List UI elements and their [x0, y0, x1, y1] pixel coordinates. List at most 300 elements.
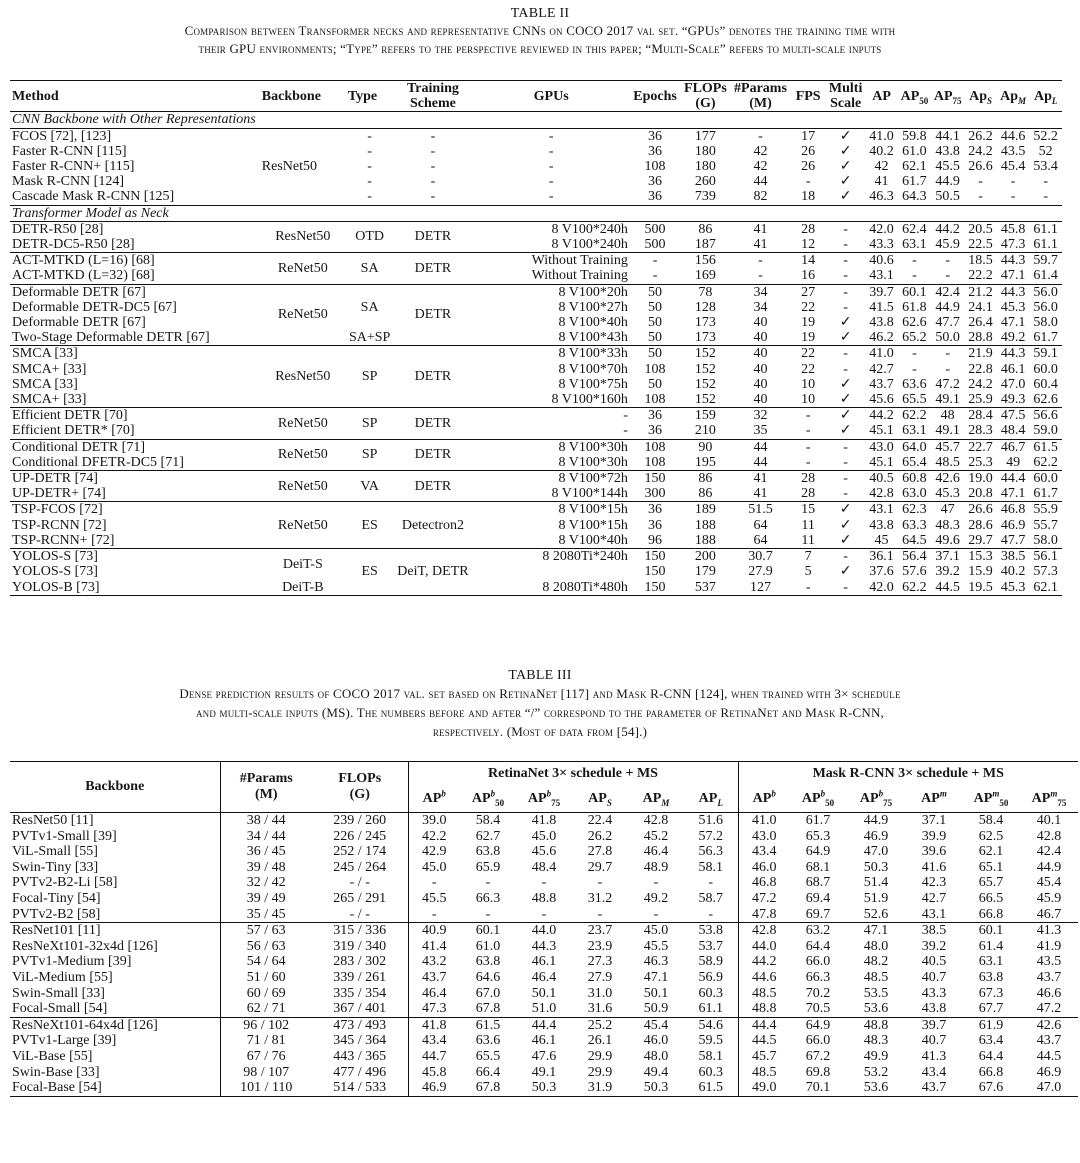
fps-cell: -: [805, 423, 811, 439]
epochs-cell: 96: [648, 532, 663, 548]
apm-cell: 49.3: [1000, 392, 1026, 408]
table-row: [10, 439, 1062, 455]
method-cell: Cascade Mask R-CNN [125]: [12, 189, 175, 205]
m-apm75-cell: 42.8: [1036, 828, 1062, 844]
apm-cell: 40.2: [1000, 564, 1026, 580]
params-cell: 32: [753, 408, 768, 424]
apl-cell: -: [1043, 189, 1048, 205]
col-epochs: Epochs: [630, 81, 680, 112]
method-cell: SMCA [33]: [12, 346, 78, 362]
params-cell: 57 / 63: [246, 923, 286, 939]
params-cell: 34 / 44: [246, 828, 286, 844]
ap-cell: 43.1: [869, 502, 894, 518]
aps-cell: -: [978, 174, 983, 190]
m-apm75-cell: 44.5: [1036, 1048, 1062, 1064]
t3-col-r-apm: $AP_M$: [642, 791, 670, 808]
backbone-cell: ReNet50: [277, 415, 328, 431]
type-cell: -: [367, 143, 372, 159]
ap75-cell: 48.3: [935, 517, 960, 533]
m-apm50-cell: 66.8: [978, 1064, 1004, 1080]
apm-cell: 45.3: [1000, 299, 1026, 315]
m-apb75-cell: 53.5: [863, 985, 889, 1001]
r-apl-cell: 58.1: [684, 860, 738, 876]
m-apm-cell: 43.7: [921, 1080, 947, 1096]
epochs-cell: 108: [644, 392, 666, 408]
flops-cell: 283 / 302: [312, 954, 408, 970]
method-cell: Efficient DETR [70]: [12, 408, 128, 424]
t3-col-retinanet: RetinaNet 3× schedule + MS: [408, 762, 738, 787]
epochs-cell: 300: [644, 486, 666, 502]
epochs-cell: 36: [648, 517, 663, 533]
ap75-cell: 47.7: [935, 315, 960, 331]
backbone-cell: ReNet50: [277, 307, 328, 323]
m-apm50-cell: 66.8: [978, 906, 1004, 922]
apm-cell: 44.3: [1000, 284, 1026, 300]
t3-col-r-apb50: $AP^b_{50}$: [471, 788, 505, 808]
table-row: [10, 392, 1062, 408]
table3-caption-line3: respectively. (Most of data from [54].): [432, 724, 648, 739]
ap50-cell: 61.0: [902, 143, 927, 159]
m-apm75-cell: 44.9: [1036, 859, 1062, 875]
epochs-cell: 36: [648, 174, 663, 190]
fps-cell: 11: [801, 532, 815, 548]
m-apm75-cell: 47.0: [1036, 1080, 1062, 1096]
gpus-cell: -: [548, 143, 554, 159]
m-apb50-cell: 69.7: [805, 906, 831, 922]
ap-cell: 43.1: [869, 268, 894, 284]
r-apb75-cell: -: [541, 906, 547, 922]
apm-cell: 43.5: [1000, 143, 1026, 159]
r-apb75-cell: 44.3: [531, 938, 557, 954]
r-apm-cell: 50.1: [643, 985, 669, 1001]
ap50-cell: -: [912, 346, 917, 362]
m-apm50-cell: 65.7: [978, 875, 1004, 891]
type-cell: OTD: [355, 229, 385, 245]
flops-cell: 345 / 364: [312, 1033, 408, 1049]
backbone-cell: ReNet50: [277, 478, 328, 494]
m-apb75-cell: 49.9: [863, 1048, 889, 1064]
r-apb50-cell: 61.5: [475, 1017, 501, 1033]
m-apb-cell: 44.6: [752, 969, 777, 985]
m-apb-cell: 47.2: [752, 890, 777, 906]
ap50-cell: -: [912, 268, 917, 284]
m-apm50-cell: 67.3: [978, 985, 1004, 1001]
r-apb75-cell: 50.3: [531, 1080, 557, 1096]
params-cell: 30.7: [748, 549, 773, 565]
ap50-cell: 62.6: [902, 315, 927, 331]
m-apm50-cell: 61.9: [978, 1017, 1004, 1033]
m-apb75-cell: 48.2: [863, 954, 889, 970]
r-apb-cell: 45.0: [422, 859, 447, 875]
r-apb75-cell: 45.0: [531, 828, 557, 844]
type-cell: VA: [360, 478, 379, 494]
flops-cell: 210: [694, 423, 716, 439]
r-apb-cell: 43.7: [422, 969, 447, 985]
r-apb75-cell: 50.1: [531, 985, 557, 1001]
col-type: Type: [346, 81, 394, 112]
params-cell: 39 / 49: [246, 890, 286, 906]
m-apm50-cell: 63.4: [978, 1033, 1004, 1049]
multiscale-cell: ✓: [839, 517, 852, 533]
apm-cell: 46.7: [1000, 439, 1026, 455]
gpus-cell: -: [623, 423, 628, 439]
ap75-cell: 49.1: [935, 423, 960, 439]
m-apm50-cell: 62.1: [978, 844, 1004, 860]
ap50-cell: 63.1: [902, 423, 927, 439]
gpus-cell: 8 V100*70h: [558, 361, 628, 377]
table-row: [10, 486, 1062, 502]
ap75-cell: 44.2: [935, 221, 960, 237]
epochs-cell: 50: [648, 346, 663, 362]
t3-col-r-apb: $AP^b$: [422, 788, 446, 806]
flops-cell: 195: [694, 454, 716, 470]
apm-cell: 46.1: [1000, 361, 1026, 377]
t3-col-params-1: #Params: [239, 771, 293, 787]
params-cell: 36 / 45: [246, 844, 286, 860]
gpus-cell: -: [548, 159, 554, 175]
aps-cell: 28.6: [968, 517, 993, 533]
m-apm-cell: 37.1: [921, 813, 947, 828]
ap-cell: 45.6: [869, 392, 894, 408]
scheme-cell: DETR: [414, 415, 452, 431]
r-apb-cell: 42.9: [422, 844, 447, 860]
r-apb50-cell: 60.1: [475, 923, 501, 939]
fps-cell: 14: [801, 253, 816, 269]
r-aps-cell: 26.1: [587, 1033, 613, 1049]
gpus-cell: 8 V100*40h: [558, 532, 628, 548]
aps-cell: 19.0: [968, 471, 993, 487]
method-cell: Mask R-CNN [124]: [12, 174, 124, 190]
col-apl: $Ap_L$: [1029, 81, 1062, 112]
flops-cell: 86: [698, 486, 713, 502]
table-row: [10, 221, 1062, 237]
method-cell: Conditional DFETR-DC5 [71]: [12, 454, 184, 470]
r-aps-cell: 31.9: [587, 1080, 613, 1096]
ap75-cell: -: [945, 346, 950, 362]
gpus-cell: 8 V100*15h: [558, 502, 628, 518]
r-apb-cell: 45.8: [422, 1064, 447, 1080]
method-cell: SMCA [33]: [12, 376, 78, 392]
type-cell: SA: [360, 260, 379, 276]
params-cell: 51 / 60: [246, 969, 286, 985]
method-cell: YOLOS-S [73]: [12, 549, 98, 565]
r-apl-cell: 61.1: [684, 1001, 738, 1017]
flops-cell: 159: [694, 408, 716, 424]
flops-cell: 226 / 245: [312, 829, 408, 845]
aps-cell: 26.6: [968, 159, 993, 175]
r-apb-cell: 42.2: [422, 828, 447, 844]
apm-cell: 47.0: [1000, 376, 1026, 392]
apl-cell: -: [1043, 174, 1048, 190]
gpus-cell: 8 2080Ti*480h: [542, 579, 628, 595]
backbone-cell: ReNet50: [277, 517, 328, 533]
ap75-cell: 45.3: [935, 486, 960, 502]
gpus-cell: 8 V100*20h: [558, 284, 628, 300]
m-apb-cell: 42.8: [752, 923, 777, 939]
params-cell: 98 / 107: [243, 1064, 290, 1080]
multiscale-cell: -: [843, 471, 848, 487]
ap50-cell: 63.0: [902, 486, 927, 502]
ap75-cell: 44.5: [935, 579, 960, 595]
apm-cell: 45.8: [1000, 221, 1026, 237]
params-cell: 40: [753, 361, 768, 377]
type-cell: -: [367, 174, 372, 190]
flops-cell: 367 / 401: [312, 1001, 408, 1017]
r-apm-cell: 49.2: [643, 890, 669, 906]
m-apb50-cell: 61.7: [805, 813, 831, 828]
col-multi-1: Multi: [828, 81, 863, 96]
r-apl-cell: 56.9: [684, 970, 738, 986]
m-apb50-cell: 66.0: [805, 954, 831, 970]
apl-cell: 61.1: [1033, 237, 1058, 253]
aps-cell: 20.8: [968, 486, 993, 502]
r-apb50-cell: 63.8: [475, 844, 501, 860]
m-apb50-cell: 66.0: [805, 1033, 831, 1049]
fps-cell: -: [805, 408, 811, 424]
r-aps-cell: 31.0: [587, 985, 613, 1001]
method-cell: YOLOS-B [73]: [12, 579, 100, 595]
ap-cell: 46.2: [869, 330, 894, 346]
table-row: [10, 268, 1062, 284]
r-apm-cell: -: [653, 875, 659, 891]
m-apm75-cell: 46.6: [1036, 985, 1062, 1001]
table-row: [10, 455, 1062, 471]
gpus-cell: Without Training: [531, 268, 628, 284]
fps-cell: -: [805, 439, 811, 455]
r-apm-cell: 50.9: [643, 1001, 669, 1017]
backbone-cell: DeiT-B: [282, 579, 324, 595]
apl-cell: 62.6: [1033, 392, 1058, 408]
backbone-cell: PVTv1-Large [39]: [10, 1033, 220, 1049]
m-apb50-cell: 69.8: [805, 1064, 831, 1080]
table-row: [10, 533, 1062, 549]
multiscale-cell: -: [843, 221, 848, 237]
gpus-cell: 8 V100*43h: [558, 330, 628, 346]
m-apb75-cell: 52.6: [863, 906, 889, 922]
multiscale-cell: -: [843, 454, 848, 470]
table3-caption-line2: and multi-scale inputs (MS). The numbers before and after “/” correspond to the parameter of RetinaNet and Mask R-CNN,: [195, 705, 884, 720]
backbone-cell: PVTv1-Small [39]: [10, 829, 220, 845]
m-apb50-cell: 67.2: [805, 1048, 831, 1064]
backbone-cell: ResNeXt101-32x4d [126]: [10, 939, 220, 955]
table-row: [10, 829, 1078, 845]
params-cell: 44: [753, 174, 768, 190]
r-apb75-cell: 51.0: [531, 1001, 557, 1017]
params-cell: 34: [753, 299, 768, 315]
params-cell: 64: [753, 532, 768, 548]
epochs-cell: 50: [648, 315, 663, 331]
col-training-2: Scheme: [393, 96, 472, 112]
scheme-cell: DeiT, DETR: [397, 564, 469, 580]
r-apb75-cell: -: [541, 875, 547, 891]
flops-cell: 265 / 291: [312, 891, 408, 907]
m-apb50-cell: 70.1: [805, 1080, 831, 1096]
m-apm-cell: 39.6: [921, 844, 947, 860]
ap75-cell: 43.8: [935, 143, 960, 159]
apl-cell: 62.1: [1033, 579, 1058, 595]
r-apb75-cell: 46.1: [531, 954, 557, 970]
table-row: [10, 144, 1062, 159]
gpus-cell: -: [623, 408, 628, 424]
params-cell: 42: [753, 143, 768, 159]
ap75-cell: 44.9: [935, 299, 960, 315]
m-apb75-cell: 51.9: [863, 890, 889, 906]
apl-cell: 59.7: [1033, 253, 1058, 269]
m-apb75-cell: 44.9: [863, 813, 889, 828]
flops-cell: - / -: [312, 875, 408, 891]
flops-cell: 128: [694, 299, 716, 315]
r-aps-cell: 23.9: [587, 938, 613, 954]
r-apm-cell: 50.3: [643, 1080, 669, 1096]
aps-cell: 25.3: [968, 454, 993, 470]
col-fps: FPS: [790, 81, 826, 112]
ap75-cell: 44.9: [935, 174, 960, 190]
table-row: [10, 564, 1062, 579]
flops-cell: 86: [698, 471, 713, 487]
params-cell: -: [758, 128, 763, 144]
m-apb50-cell: 68.1: [805, 859, 831, 875]
r-apm-cell: 45.4: [643, 1017, 669, 1033]
ap-cell: 43.7: [869, 376, 894, 392]
multiscale-cell: -: [843, 346, 848, 362]
table-row: [10, 377, 1062, 392]
gpus-cell: -: [548, 189, 554, 205]
scheme-cell: DETR: [414, 307, 452, 323]
t3-col-m-apb50: $AP^b_{50}$: [801, 788, 835, 808]
m-apm50-cell: 60.1: [978, 923, 1004, 939]
t3-col-r-apl: $AP_L$: [684, 786, 738, 813]
aps-cell: 22.8: [968, 361, 993, 377]
type-cell: SP: [361, 447, 378, 463]
ap-cell: 42.8: [869, 486, 894, 502]
t3-col-m-apb75: $AP^b_{75}$: [859, 788, 893, 808]
gpus-cell: 8 V100*15h: [558, 517, 628, 533]
ap50-cell: 57.6: [902, 564, 927, 580]
m-apb-cell: 47.8: [752, 906, 777, 922]
fps-cell: 5: [804, 564, 812, 580]
ap75-cell: -: [945, 361, 950, 377]
epochs-cell: 50: [648, 376, 663, 392]
table-row: [10, 939, 1078, 955]
flops-cell: 443 / 365: [312, 1049, 408, 1065]
flops-cell: 179: [694, 564, 716, 580]
m-apm50-cell: 58.4: [978, 813, 1004, 828]
flops-cell: 156: [694, 253, 716, 269]
ap-cell: 43.3: [869, 237, 894, 253]
r-apb-cell: 43.4: [422, 1033, 447, 1049]
table2-label: TABLE II: [510, 6, 570, 21]
params-cell: 32 / 42: [246, 875, 286, 891]
fps-cell: 26: [801, 143, 816, 159]
aps-cell: 28.8: [968, 330, 993, 346]
backbone-cell: DeiT-S: [282, 556, 323, 572]
table-row: [10, 408, 1062, 424]
r-apb75-cell: 47.6: [531, 1048, 557, 1064]
fps-cell: 10: [801, 376, 816, 392]
scheme-cell: DETR: [414, 478, 452, 494]
ap-cell: 43.8: [869, 315, 894, 331]
table-row: [10, 986, 1078, 1002]
table-row: [10, 159, 1062, 174]
scheme-cell: DETR: [414, 447, 452, 463]
epochs-cell: 108: [644, 454, 666, 470]
apm-cell: 46.8: [1000, 502, 1026, 518]
m-apb-cell: 44.4: [752, 1017, 777, 1033]
apl-cell: 61.7: [1033, 330, 1058, 346]
apm-cell: 47.5: [1000, 408, 1026, 424]
r-apb-cell: 46.9: [422, 1080, 447, 1096]
t3-col-params: [220, 762, 312, 813]
r-aps-cell: 31.6: [587, 1001, 613, 1017]
apm-cell: 38.5: [1000, 549, 1026, 565]
r-apb50-cell: -: [485, 906, 491, 922]
apl-cell: 59.0: [1033, 423, 1058, 439]
epochs-cell: 150: [644, 564, 666, 580]
table3-caption-line1: Dense prediction results of COCO 2017 val. set based on RetinaNet [117] and Mask R-CNN [124], when trained with 3× schedule: [179, 686, 901, 701]
multiscale-cell: ✓: [839, 376, 852, 392]
aps-cell: 29.7: [968, 532, 993, 548]
t3-col-m-apb: $AP^b$: [752, 788, 776, 807]
ap50-cell: 62.1: [902, 159, 927, 175]
method-cell: ACT-MTKD (L=16) [68]: [12, 253, 155, 269]
multiscale-cell: -: [843, 299, 848, 315]
aps-cell: 15.9: [968, 564, 993, 580]
ap50-cell: 59.8: [902, 128, 927, 144]
ap75-cell: 42.4: [935, 284, 960, 300]
r-apb50-cell: 63.8: [475, 954, 501, 970]
table-row: [10, 315, 1062, 330]
section-row-cnn: [10, 112, 1062, 128]
r-apm-cell: 45.2: [643, 828, 669, 844]
ap-cell: 42.0: [869, 221, 894, 237]
m-apm75-cell: 42.6: [1036, 1017, 1062, 1033]
t3-col-flops-2: (G): [349, 787, 370, 802]
m-apm-cell: 42.7: [921, 890, 947, 906]
table-row: [10, 284, 1062, 300]
ap75-cell: 45.7: [935, 439, 960, 455]
params-cell: 82: [753, 189, 768, 205]
epochs-cell: 500: [644, 237, 666, 253]
ap50-cell: 64.3: [902, 189, 927, 205]
m-apb50-cell: 69.4: [805, 890, 831, 906]
t3-col-flops-1: FLOPs: [338, 771, 382, 787]
scheme-cell: -: [430, 143, 436, 159]
m-apb75-cell: 53.2: [863, 1064, 889, 1080]
ap50-cell: 64.0: [902, 439, 927, 455]
aps-cell: 26.4: [968, 315, 993, 331]
t3-col-m-apm50: $AP^m_{50}$: [973, 788, 1009, 808]
ap-cell: 44.2: [869, 408, 894, 424]
method-cell: Conditional DETR [71]: [12, 439, 145, 455]
table-row: [10, 330, 1062, 346]
ap75-cell: 45.5: [935, 159, 960, 175]
epochs-cell: 150: [644, 549, 666, 565]
r-apm-cell: 42.8: [643, 813, 669, 828]
ap-cell: 40.2: [869, 143, 894, 159]
params-cell: 44: [753, 454, 768, 470]
ap50-cell: 64.5: [902, 532, 927, 548]
method-cell: ACT-MTKD (L=32) [68]: [12, 268, 155, 284]
params-cell: 40: [753, 315, 768, 331]
flops-cell: 188: [694, 517, 716, 533]
r-aps-cell: -: [597, 906, 603, 922]
r-apm-cell: 46.3: [643, 954, 669, 970]
table-row: [10, 1080, 1078, 1096]
epochs-cell: 36: [648, 128, 663, 144]
aps-cell: -: [978, 189, 983, 205]
multiscale-cell: ✓: [839, 564, 852, 580]
m-apm75-cell: 46.9: [1036, 1064, 1062, 1080]
